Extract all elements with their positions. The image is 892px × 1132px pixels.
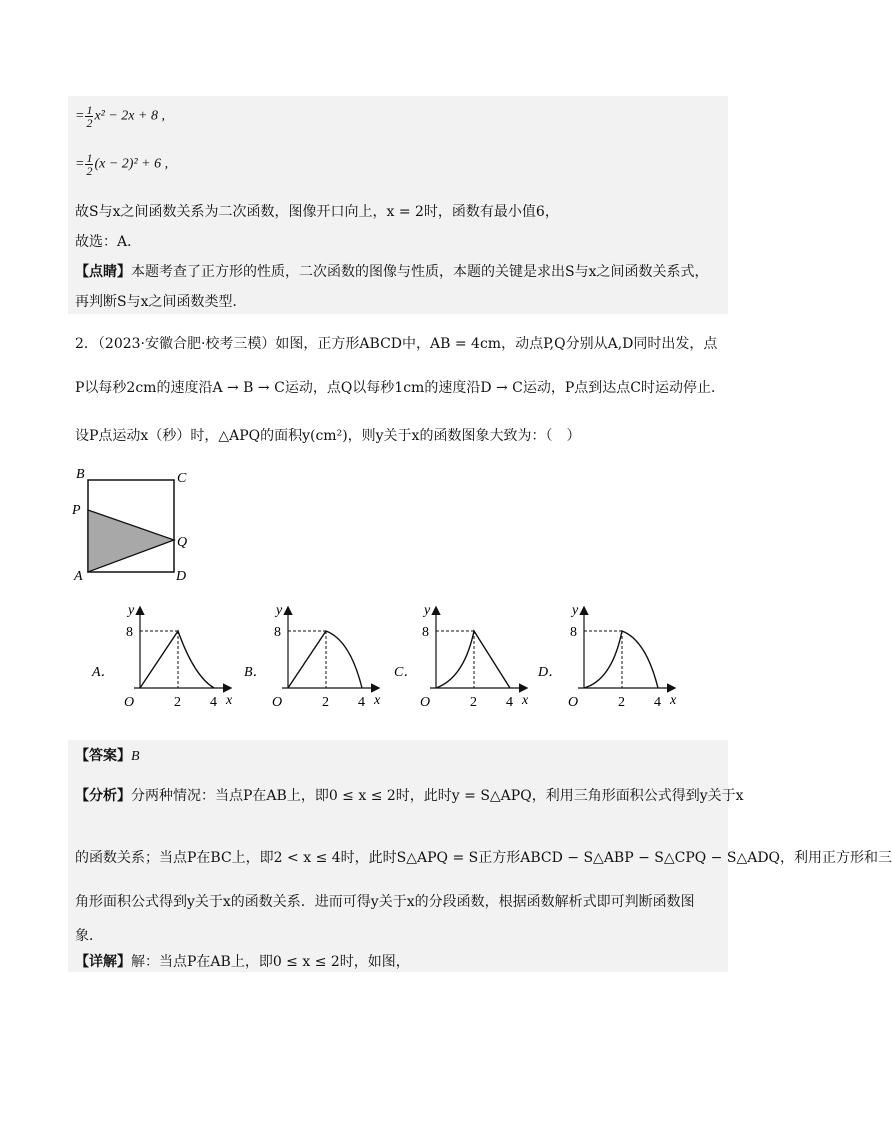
option-c-graph[interactable] — [394, 603, 529, 710]
origin-label: O — [272, 695, 283, 710]
options-figure — [90, 596, 690, 716]
origin-label: O — [568, 695, 579, 710]
problem-line-1: 2．（2023·安徽合肥·校考三模）如图，正方形ABCD中，AB = 4cm，动点P,Q分别从A,D同时出发，点 — [75, 336, 718, 352]
tick-8: 8 — [126, 625, 133, 640]
axis-y-label: y — [128, 603, 135, 618]
option-d-curve — [584, 631, 658, 688]
comment-label: 【点睛】 — [75, 264, 131, 280]
tick-4: 4 — [506, 695, 513, 710]
square-figure — [68, 462, 208, 584]
label-b: B — [76, 467, 85, 482]
tick-8: 8 — [570, 625, 577, 640]
problem-line-3: 设P点运动x（秒）时，△APQ的面积y(cm²)，则y关于x的函数图象大致为：（ ） — [75, 428, 581, 444]
label-p: P — [72, 503, 81, 518]
analysis-line-3: 角形面积公式得到y关于x的函数关系．进而可得y关于x的分段函数，根据函数解析式即可判断函数图 — [75, 894, 695, 910]
fraction-half-2: $\frac{1}{2}$ — [86, 151, 93, 178]
detail-line — [75, 952, 410, 972]
tick-2: 2 — [322, 695, 329, 710]
conclusion-text: 故S与x之间函数关系为二次函数，图像开口向上，x = 2时，函数有最小值6， — [75, 204, 559, 220]
axis-y-label: y — [424, 603, 431, 618]
fraction-half-1: $\frac{1}{2}$ — [86, 103, 93, 130]
option-a-letter: A． — [92, 665, 115, 680]
answer-value: B — [131, 749, 140, 764]
equation-line-2: = $\frac{1}{2}$ (x − 2)² + 6 , — [75, 151, 169, 178]
label-a: A — [74, 569, 83, 584]
origin-label: O — [420, 695, 431, 710]
option-b-graph[interactable] — [244, 603, 381, 710]
analysis-text-1: 分两种情况：当点P在AB上，即0 ≤ x ≤ 2时，此时y = S△APQ，利用三角形面积公式得到y关于x — [131, 788, 744, 804]
tick-8: 8 — [274, 625, 281, 640]
analysis-line-4: 象． — [75, 928, 103, 944]
tick-2: 2 — [470, 695, 477, 710]
label-q: Q — [177, 535, 188, 550]
label-d: D — [176, 569, 187, 584]
comment-line-1 — [75, 262, 708, 282]
option-d-graph[interactable] — [537, 603, 677, 710]
option-d-letter: D． — [538, 665, 563, 680]
tick-8: 8 — [422, 625, 429, 640]
axis-x-label: x — [374, 693, 381, 708]
axis-x-label: x — [226, 693, 233, 708]
option-a-curve — [140, 631, 214, 688]
axis-y-label: y — [276, 603, 283, 618]
analysis-line-2: 的函数关系；当点P在BC上，即2 < x ≤ 4时，此时S△APQ = S正方形ABCD − S△ABP − S△CPQ − S△ADQ，利用正方形和三 — [75, 850, 892, 866]
choice-text: 故选：A． — [75, 234, 142, 250]
option-c-letter: C． — [394, 665, 418, 680]
label-c: C — [177, 471, 187, 486]
axis-y-label: y — [572, 603, 579, 618]
tick-4: 4 — [210, 695, 217, 710]
option-a-graph[interactable] — [91, 603, 233, 710]
tick-4: 4 — [654, 695, 661, 710]
analysis-line-1 — [75, 786, 744, 806]
answer-label: 【答案】 — [75, 748, 131, 764]
problem-line-2: P以每秒2cm的速度沿A → B → C运动，点Q以每秒1cm的速度沿D → C运动，P点到达点C时运动停止． — [75, 380, 726, 396]
tick-4: 4 — [358, 695, 365, 710]
detail-label: 【详解】 — [75, 954, 131, 970]
axis-x-label: x — [522, 693, 529, 708]
equation-line-1: = $\frac{1}{2}$ x² − 2x + 8 , — [75, 103, 165, 130]
triangle-apq — [88, 510, 174, 572]
option-c-curve — [436, 631, 510, 688]
answer-line — [75, 746, 140, 767]
option-b-letter: B． — [244, 665, 267, 680]
comment-text: 本题考查了正方形的性质，二次函数的图像与性质，本题的关键是求出S与x之间函数关系式， — [131, 264, 709, 280]
tick-2: 2 — [174, 695, 181, 710]
tick-2: 2 — [618, 695, 625, 710]
analysis-label: 【分析】 — [75, 788, 131, 804]
comment-line-2: 再判断S与x之间函数类型． — [75, 294, 247, 310]
option-b-curve — [288, 631, 362, 688]
detail-text: 解：当点P在AB上，即0 ≤ x ≤ 2时，如图， — [131, 954, 410, 970]
axis-x-label: x — [670, 693, 677, 708]
origin-label: O — [124, 695, 135, 710]
